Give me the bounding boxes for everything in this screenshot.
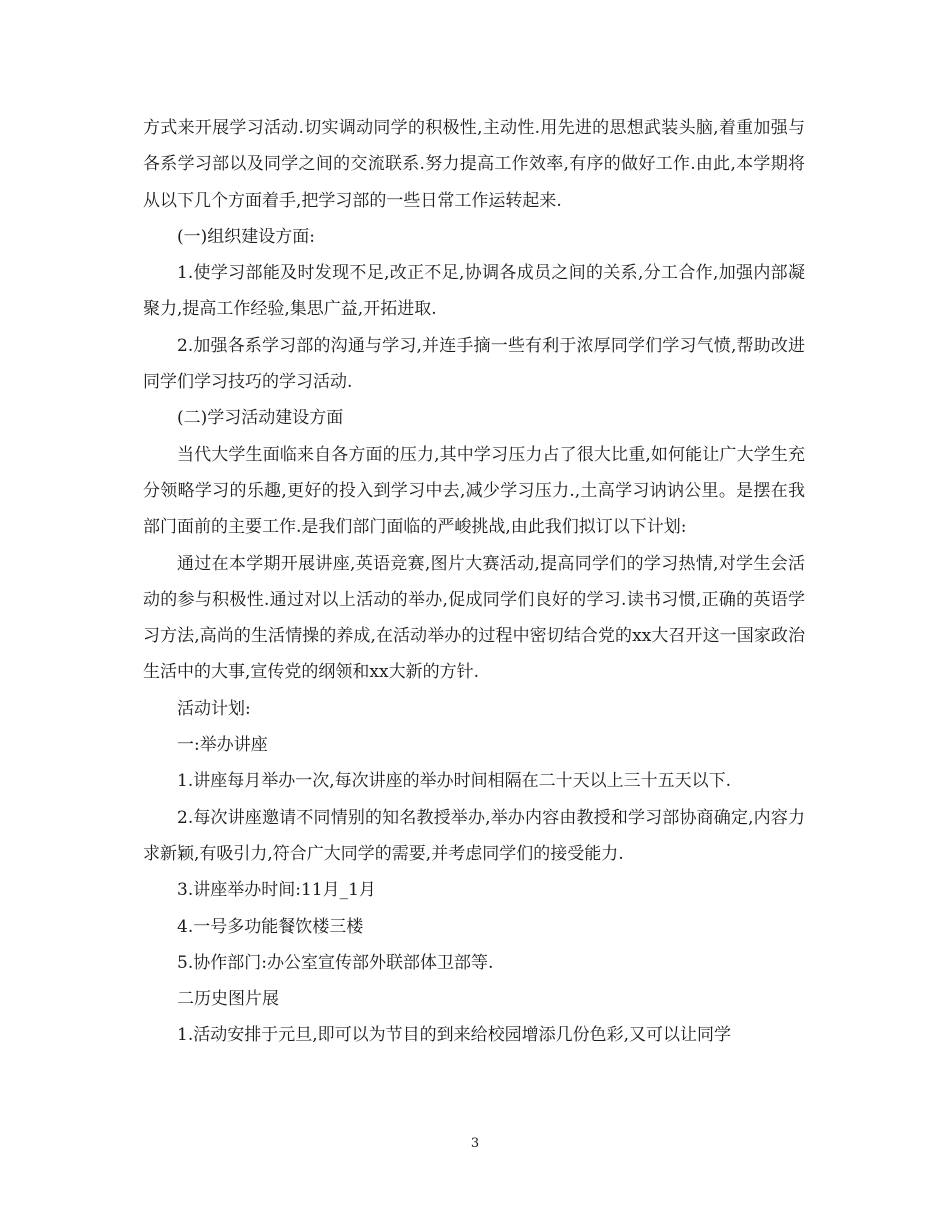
paragraph-lecture-item-2: 2.每次讲座邀请不同情别的知名教授举办,举办内容由教授和学习部协商确定,内容力求新颖,有吸引力,符合广大同学的需要,并考虑同学们的接受能力.: [143, 807, 805, 864]
section-heading-activity-plan: 活动计划:: [177, 698, 251, 719]
paragraph-pressure: 当代大学生面临来自各方面的压力,其中学习压力占了很大比重,如何能让广大学生充分领略学习的乐趣,更好的投入到学习中去,减少学习压力.,土高学习讷讷公里。是摆在我部门面前的主要工作.是我们部门面临的严峻挑战,由此我们拟订以下计划:: [143, 444, 805, 538]
paragraph-organization-item-1: 1.使学习部能及时发现不足,改正不足,协调各成员之间的关系,分工合作,加强内部凝聚力,提高工作经验,集思广益,开拓进取.: [143, 263, 805, 320]
page-number: 3: [470, 1136, 480, 1151]
paragraph-lecture-item-4: 4.一号多功能餐饮楼三楼: [177, 916, 364, 937]
paragraph-goals: 通过在本学期开展讲座,英语竞赛,图片大赛活动,提高同学们的学习热情,对学生会活动的参与积极性.通过对以上活动的举办,促成同学们良好的学习.读书习惯,正确的英语学习方法,高尚的生活情操的养成,在活动举办的过程中密切结合党的xx大召开这一国家政治生活中的大事,宣传党的纲领和xx大新的方针.: [143, 553, 805, 683]
paragraph-lecture-item-3: 3.讲座举办时间:11月_1月: [177, 880, 376, 901]
subheading-photo-exhibition: 二历史图片展: [177, 989, 279, 1010]
document-body: [143, 110, 805, 1054]
paragraph-lecture-item-1: 1.讲座每月举办一次,每次讲座的举办时间相隔在二十天以上三十五天以下.: [177, 771, 732, 792]
paragraph-exhibition-item-1: 1.活动安排于元旦,即可以为节目的到来给校园增添几份色彩,又可以让同学: [177, 1025, 732, 1046]
subheading-lectures: 一:举办讲座: [177, 735, 268, 756]
paragraph-lecture-item-5: 5.协作部门:办公室宣传部外联部体卫部等.: [177, 952, 494, 973]
paragraph-intro: 方式来开展学习活动.切实调动同学的积极性,主动性.用先进的思想武装头脑,着重加强与各系学习部以及同学之间的交流联系.努力提高工作效率,有序的做好工作.由此,本学期将从以下几个方面着手,把学习部的一些日常工作运转起来.: [143, 118, 805, 211]
section-heading-activities: (二)学习活动建设方面: [177, 408, 344, 429]
paragraph-organization-item-2: 2.加强各系学习部的沟通与学习,并连手摘一些有利于浓厚同学们学习气愤,帮助改进同学们学习技巧的学习活动.: [143, 335, 805, 393]
section-heading-organization: (一)组织建设方面:: [177, 226, 315, 247]
